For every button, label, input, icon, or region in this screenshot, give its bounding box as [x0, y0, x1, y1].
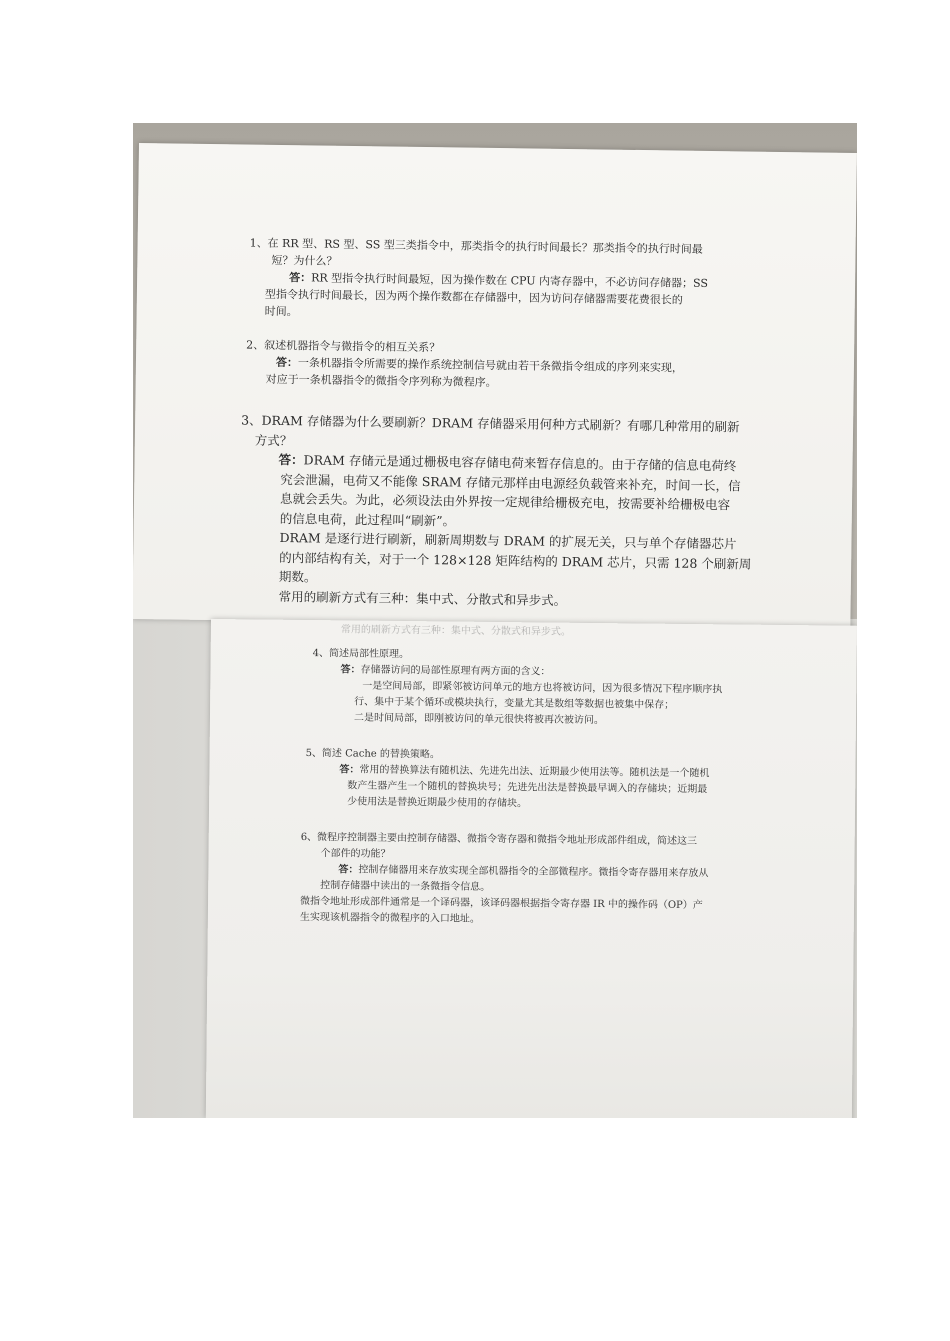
previous-page-ghost-text: 常用的刷新方式有三种：集中式、分散式和异步式。 [340, 624, 571, 638]
answer-label: 答： [340, 664, 361, 676]
answer-label: 答： [339, 764, 360, 776]
answer-1-line: 时间。 [264, 304, 298, 319]
answer-text: 常用的替换算法有随机法、先进先出法、近期最少使用法等。随机法是一个随机 [359, 764, 710, 780]
answer-5-line: 数产生器产生一个随机的替换块号；先进先出法是替换最早调入的存储块；近期最 [347, 780, 708, 796]
answer-3-line: 的内部结构有关，对于一个 128×128 矩阵结构的 DRAM 芯片，只需 128 个刷新周 [279, 549, 752, 572]
question-3 [239, 410, 754, 612]
question-1-title-cont: 短？为什么？ [271, 253, 338, 268]
answer-label: 答： [278, 451, 304, 468]
answer-text: 一条机器指令所需要的操作系统控制信号就由若干条微指令组成的序列来实现， [297, 356, 684, 375]
question-4-title: 4、简述局部性原理。 [312, 648, 410, 661]
answer-3-line: 期数。 [278, 568, 317, 585]
question-4 [312, 646, 723, 730]
answer-label: 答： [289, 271, 312, 285]
question-5-title: 5、简述 Cache 的替换策略。 [305, 747, 440, 761]
answer-5-line: 少使用法是替换近期最少使用的存储块。 [347, 796, 528, 810]
answer-2-line: 对应于一条机器指令的微指令序列称为微程序。 [265, 372, 497, 390]
question-6-title: 6、微程序控制器主要由控制存储器、微指令寄存器和微指令地址形成部件组成，简述这三 [300, 831, 698, 848]
answer-text: 存储器访问的局部性原理有两方面的含义： [360, 664, 551, 678]
answer-6-line: 生实现该机器指令的微程序的入口地址。 [299, 911, 480, 925]
question-3-title-cont: 方式？ [254, 432, 293, 448]
document-photo [133, 123, 857, 1118]
answer-3-line: 常用的刷新方式有三种：集中式、分散式和异步式。 [278, 588, 567, 608]
question-2-title: 2、叙述机器指令与微指令的相互关系？ [246, 338, 441, 355]
question-2 [246, 337, 684, 394]
answer-1-line: 型指令执行时间最长，因为两个操作数都在存储器中，因为访问存储器需要花费很长的 [264, 287, 683, 307]
paper-sheet-bottom [206, 619, 857, 1118]
answer-3-line: 息就会丢失。为此，必须设法由外界按一定规律给栅极充电，按需要补给栅极电容 [279, 491, 731, 513]
answer-label: 答： [338, 864, 359, 876]
answer-3-line: 的信息电荷，此过程叫“刷新”。 [279, 510, 456, 528]
question-6 [300, 830, 709, 930]
answer-text: RR 型指令执行时间最短，因为操作数在 CPU 内寄存器中，不必访问存储器；SS [311, 271, 709, 290]
answer-4-line: 二是时间局部，即刚被访问的单元很快将被再次被访问。 [353, 712, 605, 727]
question-1-title: 1、在 RR 型、RS 型、SS 型三类指令中，那类指令的执行时间最长？那类指令的执行时间最 [249, 236, 703, 256]
answer-3-line: DRAM 是逐行进行刷新，刷新周期数与 DRAM 的扩展无关，只与单个存储器芯片 [279, 530, 737, 552]
answer-text: DRAM 存储元是通过栅极电容存储电荷来暂存信息的。由于存储的信息电荷终 [303, 452, 737, 474]
answer-6-line: 控制存储器中读出的一条微指令信息。 [320, 880, 491, 893]
question-3-title: 3、DRAM 存储器为什么要刷新？DRAM 存储器采用何种方式刷新？有哪几种常用的刷新 [241, 412, 740, 435]
answer-4-line: 一是空间局部，即紧邻被访问单元的地方也将被访问，因为很多情况下程序顺序执 [362, 680, 723, 696]
paper-sheet-top [133, 143, 857, 629]
question-1 [249, 235, 709, 326]
answer-3-line: 究会泄漏，电荷又不能像 SRAM 存储元那样由电源经负载管来补充，时间一长，信 [280, 471, 741, 493]
question-5 [305, 746, 710, 814]
answer-text: 控制存储器用来存放实现全部机器指令的全部微程序。微指令寄存器用来存放从 [358, 864, 709, 880]
answer-label: 答： [275, 355, 299, 370]
answer-6-line: 微指令地址形成部件通常是一个译码器，该译码器根据指令寄存器 IR 中的操作码（OP）产 [299, 895, 703, 912]
question-6-title-cont: 个部件的功能？ [320, 848, 391, 860]
answer-4-line: 行、集中于某个循环或模块执行，变量尤其是数组等数据也被集中保存； [354, 696, 675, 711]
